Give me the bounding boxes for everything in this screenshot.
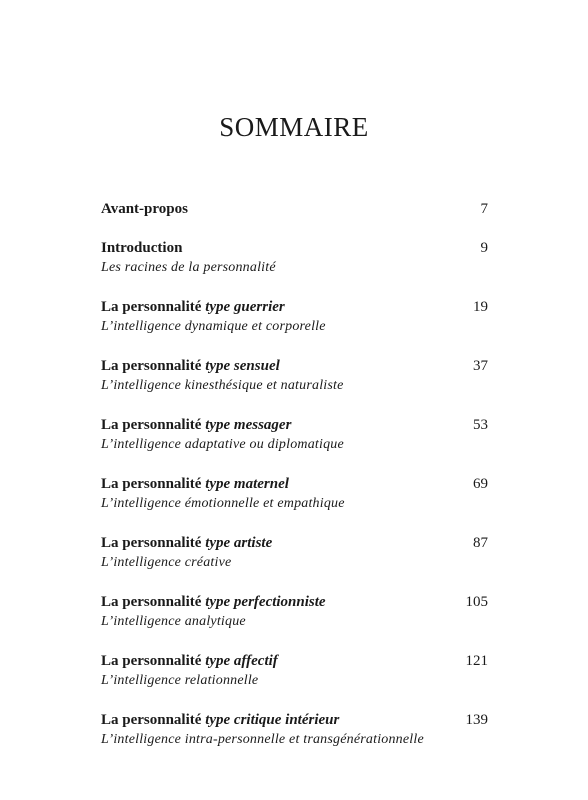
toc-entry	[101, 710, 488, 750]
toc-entry-page: 9	[480, 240, 488, 256]
toc-entry-main: La personnalité	[101, 299, 202, 315]
toc-entry-title	[101, 710, 339, 730]
toc-entry-type: type sensuel	[205, 358, 280, 374]
toc-entry	[101, 238, 488, 278]
toc-entry	[101, 356, 488, 396]
toc-entry-heading	[101, 297, 488, 317]
toc-entry-heading	[101, 533, 488, 553]
toc-entry-subtitle: Les racines de la personnalité	[101, 260, 276, 275]
toc-entry-title	[101, 651, 278, 671]
toc-entry-title	[101, 297, 285, 317]
table-of-contents	[101, 199, 488, 769]
toc-entry-page: 87	[473, 535, 488, 551]
toc-entry-page: 69	[473, 476, 488, 492]
toc-entry-main: Avant-propos	[101, 201, 188, 217]
toc-entry-subtitle: L’intelligence relationnelle	[101, 673, 259, 688]
toc-entry-main: La personnalité	[101, 535, 202, 551]
toc-entry-heading	[101, 415, 488, 435]
toc-entry-main: La personnalité	[101, 476, 202, 492]
toc-entry-main: La personnalité	[101, 712, 202, 728]
toc-entry	[101, 474, 488, 514]
toc-entry-page: 7	[480, 201, 488, 217]
toc-entry-type: type artiste	[205, 535, 273, 551]
toc-entry-main: La personnalité	[101, 417, 202, 433]
toc-entry-subtitle: L’intelligence adaptative ou diplomatique	[101, 437, 344, 452]
toc-entry-main: La personnalité	[101, 653, 202, 669]
toc-entry-page: 121	[465, 653, 488, 669]
toc-entry-page: 139	[465, 712, 488, 728]
toc-entry-heading	[101, 474, 488, 494]
toc-entry	[101, 533, 488, 573]
toc-entry-main: La personnalité	[101, 358, 202, 374]
toc-entry-heading	[101, 356, 488, 376]
toc-entry-page: 37	[473, 358, 488, 374]
toc-entry-subtitle: L’intelligence émotionnelle et empathique	[101, 496, 345, 511]
toc-entry-subtitle: L’intelligence dynamique et corporelle	[101, 319, 326, 334]
toc-entry-title	[101, 238, 182, 258]
toc-entry-page: 19	[473, 299, 488, 315]
toc-entry-type: type guerrier	[205, 299, 285, 315]
toc-entry-subtitle: L’intelligence kinesthésique et naturaliste	[101, 378, 344, 393]
toc-entry-page: 105	[465, 594, 488, 610]
toc-entry-main: La personnalité	[101, 594, 202, 610]
page-title: SOMMAIRE	[219, 112, 369, 142]
toc-entry	[101, 199, 488, 219]
toc-entry-type: type messager	[205, 417, 292, 433]
toc-entry	[101, 592, 488, 632]
toc-entry-title	[101, 356, 280, 376]
toc-entry-subtitle: L’intelligence analytique	[101, 614, 246, 629]
toc-entry-type: type maternel	[205, 476, 289, 492]
toc-entry-title	[101, 415, 291, 435]
toc-entry-main: Introduction	[101, 240, 183, 256]
toc-entry	[101, 415, 488, 455]
toc-entry-heading	[101, 592, 488, 612]
toc-entry-subtitle: L’intelligence créative	[101, 555, 232, 570]
toc-entry-heading	[101, 238, 488, 258]
toc-entry-subtitle: L’intelligence intra-personnelle et transgénérationnelle	[101, 732, 424, 747]
toc-entry-page: 53	[473, 417, 488, 433]
toc-entry	[101, 297, 488, 337]
toc-entry	[101, 651, 488, 691]
toc-entry-heading	[101, 651, 488, 671]
toc-entry-title	[101, 199, 188, 219]
toc-entry-heading	[101, 710, 488, 730]
toc-entry-title	[101, 592, 326, 612]
toc-entry-title	[101, 533, 272, 553]
toc-entry-type: type perfectionniste	[205, 594, 326, 610]
toc-entry-title	[101, 474, 289, 494]
toc-entry-heading	[101, 199, 488, 219]
toc-entry-type: type affectif	[205, 653, 278, 669]
toc-entry-type: type critique intérieur	[205, 712, 340, 728]
